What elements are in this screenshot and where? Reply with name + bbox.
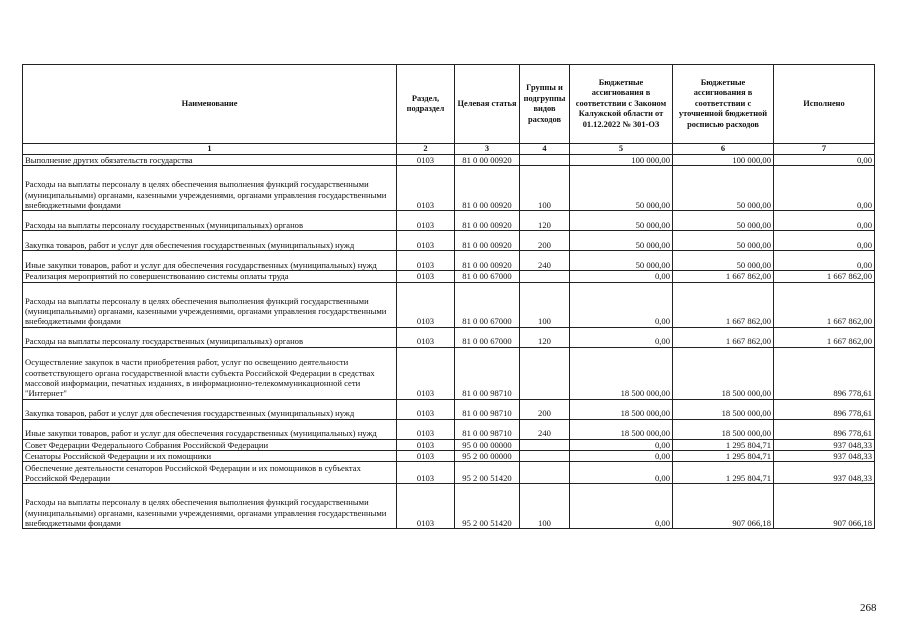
row-expense-group: [520, 271, 570, 282]
row-refined-allocation: 1 295 804,71: [673, 439, 774, 450]
table-row: [23, 462, 875, 484]
row-law-allocation: 0,00: [570, 271, 673, 282]
row-law-allocation: 0,00: [570, 450, 673, 461]
row-name: Иные закупки товаров, работ и услуг для обеспечения государственных (муниципальных) нужд: [23, 251, 397, 271]
table-row: [23, 271, 875, 282]
row-executed: 0,00: [774, 251, 875, 271]
row-name: Закупка товаров, работ и услуг для обеспечения государственных (муниципальных) нужд: [23, 231, 397, 251]
row-section: 0103: [397, 450, 455, 461]
row-executed: 937 048,33: [774, 450, 875, 461]
row-section: 0103: [397, 327, 455, 347]
row-law-allocation: 50 000,00: [570, 251, 673, 271]
row-section: 0103: [397, 484, 455, 529]
row-refined-allocation: 1 667 862,00: [673, 271, 774, 282]
row-expense-group: 120: [520, 327, 570, 347]
table-row: [23, 282, 875, 327]
table-row: [23, 166, 875, 211]
row-section: 0103: [397, 419, 455, 439]
row-name: Осуществление закупок в части приобретения работ, услуг по освещению деятельности соответствующего органа государственной власти субъекта Российской Федерации в средствах массовой информации, печатных изданиях, в информационно-телекоммуникационной сети "Интернет": [23, 347, 397, 399]
table-row: [23, 399, 875, 419]
table-row: [23, 419, 875, 439]
row-refined-allocation: 18 500 000,00: [673, 399, 774, 419]
row-name: Обеспечение деятельности сенаторов Российской Федерации и их помощников в субъектах Российской Федерации: [23, 462, 397, 484]
row-law-allocation: 18 500 000,00: [570, 347, 673, 399]
row-section: 0103: [397, 399, 455, 419]
row-refined-allocation: 18 500 000,00: [673, 347, 774, 399]
table-header-row: [23, 65, 875, 144]
row-executed: 907 066,18: [774, 484, 875, 529]
row-section: 0103: [397, 282, 455, 327]
row-expense-group: [520, 439, 570, 450]
row-executed: 1 667 862,00: [774, 327, 875, 347]
row-executed: 0,00: [774, 211, 875, 231]
row-section: 0103: [397, 166, 455, 211]
row-target-article: 95 2 00 51420: [455, 484, 520, 529]
row-refined-allocation: 18 500 000,00: [673, 419, 774, 439]
column-number: 2: [397, 144, 455, 155]
column-number: 4: [520, 144, 570, 155]
row-name: Совет Федерации Федерального Собрания Российской Федерации: [23, 439, 397, 450]
row-section: 0103: [397, 211, 455, 231]
row-law-allocation: 0,00: [570, 439, 673, 450]
row-expense-group: 120: [520, 211, 570, 231]
row-refined-allocation: 1 667 862,00: [673, 327, 774, 347]
row-target-article: 81 0 00 67000: [455, 327, 520, 347]
row-expense-group: [520, 347, 570, 399]
row-target-article: 95 2 00 00000: [455, 450, 520, 461]
row-target-article: 81 0 00 00920: [455, 211, 520, 231]
row-expense-group: 100: [520, 166, 570, 211]
row-refined-allocation: 50 000,00: [673, 251, 774, 271]
table-row: [23, 211, 875, 231]
row-law-allocation: 0,00: [570, 327, 673, 347]
table-row: [23, 231, 875, 251]
row-executed: 937 048,33: [774, 462, 875, 484]
table-row: [23, 155, 875, 166]
header-target-article: Целевая статья: [455, 65, 520, 144]
row-section: 0103: [397, 231, 455, 251]
header-expense-groups: Группы и подгруппы видов расходов: [520, 65, 570, 144]
row-name: Выполнение других обязательств государства: [23, 155, 397, 166]
row-law-allocation: 0,00: [570, 484, 673, 529]
header-law-allocations: Бюджетные ассигнования в соответствии с Законом Калужской области от 01.12.2022 № 301-ОЗ: [570, 65, 673, 144]
header-name: Наименование: [23, 65, 397, 144]
table-row: [23, 439, 875, 450]
row-law-allocation: 50 000,00: [570, 166, 673, 211]
header-executed: Исполнено: [774, 65, 875, 144]
row-executed: 0,00: [774, 155, 875, 166]
row-section: 0103: [397, 251, 455, 271]
row-law-allocation: 0,00: [570, 462, 673, 484]
row-target-article: 81 0 00 98710: [455, 399, 520, 419]
row-name: Расходы на выплаты персоналу государственных (муниципальных) органов: [23, 211, 397, 231]
column-number: 1: [23, 144, 397, 155]
column-number: 7: [774, 144, 875, 155]
row-refined-allocation: 1 295 804,71: [673, 462, 774, 484]
column-number: 3: [455, 144, 520, 155]
row-name: Расходы на выплаты персоналу в целях обеспечения выполнения функций государственными (муниципальными) органами, казенными учреждениями, органами управления государственными внебюджетными фондами: [23, 282, 397, 327]
row-target-article: 95 2 00 51420: [455, 462, 520, 484]
column-numbers-row: [23, 144, 875, 155]
row-target-article: 81 0 00 98710: [455, 347, 520, 399]
row-expense-group: 240: [520, 419, 570, 439]
row-executed: 896 778,61: [774, 419, 875, 439]
row-law-allocation: 18 500 000,00: [570, 419, 673, 439]
row-name: Реализация мероприятий по совершенствованию системы оплаты труда: [23, 271, 397, 282]
row-section: 0103: [397, 347, 455, 399]
row-executed: 1 667 862,00: [774, 282, 875, 327]
row-refined-allocation: 50 000,00: [673, 231, 774, 251]
header-refined-allocations: Бюджетные ассигнования в соответствии с уточненной бюджетной росписью расходов: [673, 65, 774, 144]
row-target-article: 81 0 00 00920: [455, 231, 520, 251]
row-expense-group: [520, 450, 570, 461]
row-name: Расходы на выплаты персоналу в целях обеспечения выполнения функций государственными (муниципальными) органами, казенными учреждениями, органами управления государственными внебюджетными фондами: [23, 166, 397, 211]
row-refined-allocation: 907 066,18: [673, 484, 774, 529]
row-expense-group: 200: [520, 399, 570, 419]
row-name: Закупка товаров, работ и услуг для обеспечения государственных (муниципальных) нужд: [23, 399, 397, 419]
row-target-article: 95 0 00 00000: [455, 439, 520, 450]
row-name: Расходы на выплаты персоналу в целях обеспечения выполнения функций государственными (муниципальными) органами, казенными учреждениями, органами управления государственными внебюджетными фондами: [23, 484, 397, 529]
row-target-article: 81 0 00 00920: [455, 166, 520, 211]
row-section: 0103: [397, 462, 455, 484]
row-target-article: 81 0 00 67000: [455, 271, 520, 282]
page-number: 268: [860, 602, 877, 614]
row-target-article: 81 0 00 98710: [455, 419, 520, 439]
row-refined-allocation: 50 000,00: [673, 166, 774, 211]
row-expense-group: 200: [520, 231, 570, 251]
row-target-article: 81 0 00 00920: [455, 251, 520, 271]
row-section: 0103: [397, 271, 455, 282]
row-law-allocation: 50 000,00: [570, 231, 673, 251]
row-executed: 0,00: [774, 166, 875, 211]
table-row: [23, 484, 875, 529]
row-expense-group: 100: [520, 484, 570, 529]
table-row: [23, 450, 875, 461]
row-law-allocation: 18 500 000,00: [570, 399, 673, 419]
table-row: [23, 347, 875, 399]
budget-execution-table: [22, 64, 875, 529]
row-refined-allocation: 100 000,00: [673, 155, 774, 166]
column-number: 6: [673, 144, 774, 155]
row-name: Расходы на выплаты персоналу государственных (муниципальных) органов: [23, 327, 397, 347]
row-name: Сенаторы Российской Федерации и их помощники: [23, 450, 397, 461]
table-row: [23, 251, 875, 271]
row-law-allocation: 0,00: [570, 282, 673, 327]
row-refined-allocation: 1 667 862,00: [673, 282, 774, 327]
row-executed: 896 778,61: [774, 399, 875, 419]
row-expense-group: [520, 155, 570, 166]
row-refined-allocation: 50 000,00: [673, 211, 774, 231]
row-target-article: 81 0 00 67000: [455, 282, 520, 327]
budget-table-sheet: [22, 64, 874, 529]
table-row: [23, 327, 875, 347]
row-section: 0103: [397, 439, 455, 450]
table-body: [23, 155, 875, 529]
row-executed: 896 778,61: [774, 347, 875, 399]
row-executed: 937 048,33: [774, 439, 875, 450]
row-target-article: 81 0 00 00920: [455, 155, 520, 166]
row-executed: 1 667 862,00: [774, 271, 875, 282]
row-expense-group: 240: [520, 251, 570, 271]
header-section: Раздел, подраздел: [397, 65, 455, 144]
row-refined-allocation: 1 295 804,71: [673, 450, 774, 461]
row-section: 0103: [397, 155, 455, 166]
row-expense-group: 100: [520, 282, 570, 327]
row-law-allocation: 100 000,00: [570, 155, 673, 166]
row-expense-group: [520, 462, 570, 484]
row-law-allocation: 50 000,00: [570, 211, 673, 231]
row-name: Иные закупки товаров, работ и услуг для обеспечения государственных (муниципальных) нужд: [23, 419, 397, 439]
column-number: 5: [570, 144, 673, 155]
row-executed: 0,00: [774, 231, 875, 251]
